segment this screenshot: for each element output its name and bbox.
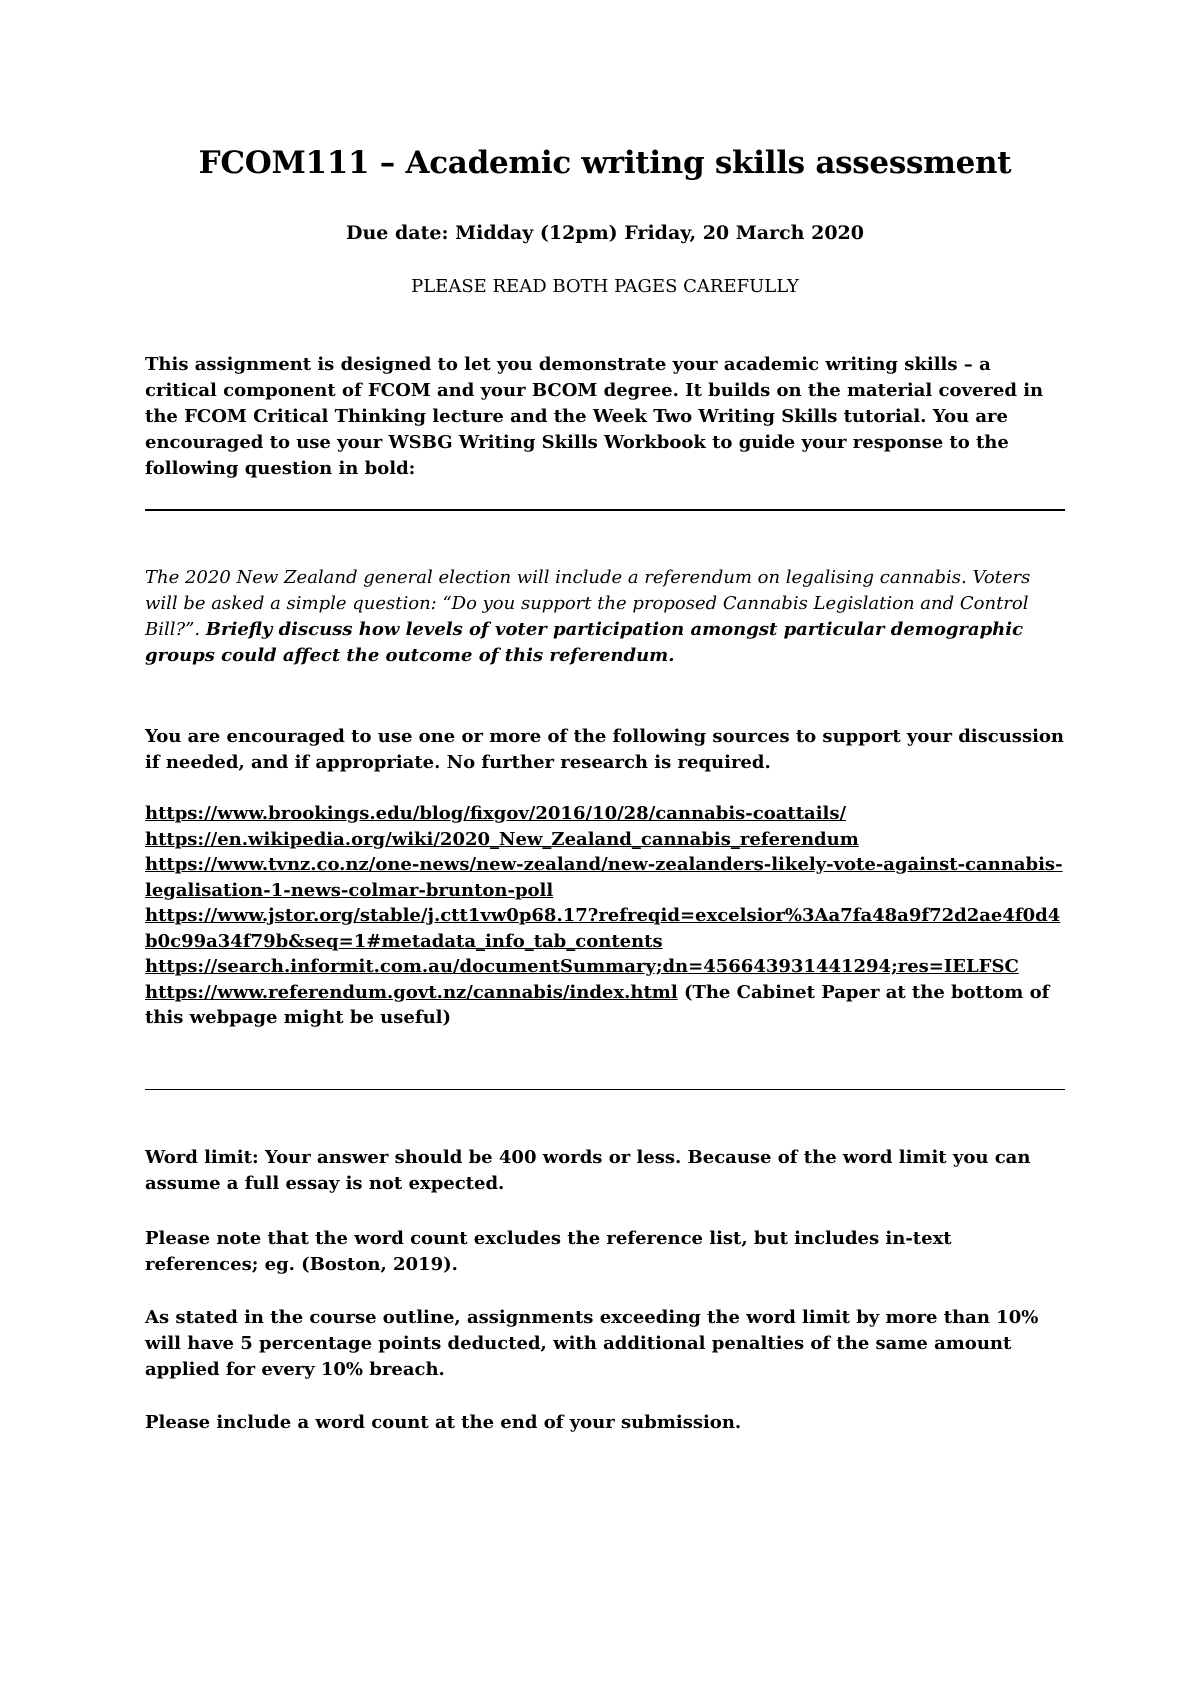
source-link-wikipedia[interactable]: https://en.wikipedia.org/wiki/2020_New_Zealand_cannabis_referendum [145,828,859,850]
source-link-item [145,801,1065,827]
penalty-paragraph: As stated in the course outline, assignments exceeding the word limit by more than 10% will have 5 percentage points deducted, with additional penalties of the same amount applied for every 10% breach. [145,1307,1039,1380]
source-link-item [145,903,1065,954]
source-link-item [145,852,1065,903]
question-prompt: Briefly discuss how levels of voter participation amongst particular demographic groups could affect the outcome of this referendum. [145,619,1024,666]
source-link-item [145,827,1065,853]
word-limit-paragraph: Word limit: Your answer should be 400 words or less. Because of the word limit you can assume a full essay is not expected. [145,1147,1031,1194]
source-link-item [145,980,1065,1031]
intro-paragraph: This assignment is designed to let you demonstrate your academic writing skills – a critical component of FCOM and your BCOM degree. It builds on the material covered in the FCOM Critical Thinking lecture and the Week Two Writing Skills tutorial. You are encouraged to use your WSBG Writing Skills Workbook to guide your response to the following question in bold: [145,354,1044,479]
source-link-brookings[interactable]: https://www.brookings.edu/blog/fixgov/2016/10/28/cannabis-coattails/ [145,803,847,824]
divider-bottom [145,1089,1065,1090]
source-link-informit[interactable]: https://search.informit.com.au/documentSummary;dn=456643931441294;res=IELFSC [145,956,1019,977]
question-context: The 2020 New Zealand general election will include a referendum on legalising cannabis. Voters will be asked a simple question: “Do you support the proposed Cannabis Legislation and Control Bill?”. [145,567,1031,640]
due-date: Due date: Midday (12pm) Friday, 20 March 2020 [345,222,864,244]
include-word-count: Please include a word count at the end of your submission. [145,1412,742,1433]
source-link-item [145,954,1065,980]
source-link-tvnz[interactable]: https://www.tvnz.co.nz/one-news/new-zealand/new-zealanders-likely-vote-against-cannabis-legalisation-1-news-colmar-brunton-poll [145,854,1063,901]
source-link-jstor[interactable]: https://www.jstor.org/stable/j.ctt1vw0p68.17?refreqid=excelsior%3Aa7fa48a9f72d2ae4f0d4b0c99a34f79b&seq=1#metadata_info_tab_contents [145,905,1061,952]
read-notice: PLEASE READ BOTH PAGES CAREFULLY [411,276,799,297]
sources-intro: You are encouraged to use one or more of the following sources to support your discussion if needed, and if appropriate. No further research is required. [145,726,1065,773]
document-title: FCOM111 – Academic writing skills assessment [198,145,1012,181]
source-link-referendum[interactable]: https://www.referendum.govt.nz/cannabis/index.html [145,981,678,1003]
divider-top [145,509,1065,511]
assignment-question [145,565,1065,669]
word-count-note: Please note that the word count excludes the reference list, but includes in-text references; eg. (Boston, 2019). [145,1228,952,1275]
source-links-list [145,801,1065,1031]
cabinet-paper-note: (The Cabinet Paper at the bottom of this webpage might be useful) [145,981,1050,1028]
